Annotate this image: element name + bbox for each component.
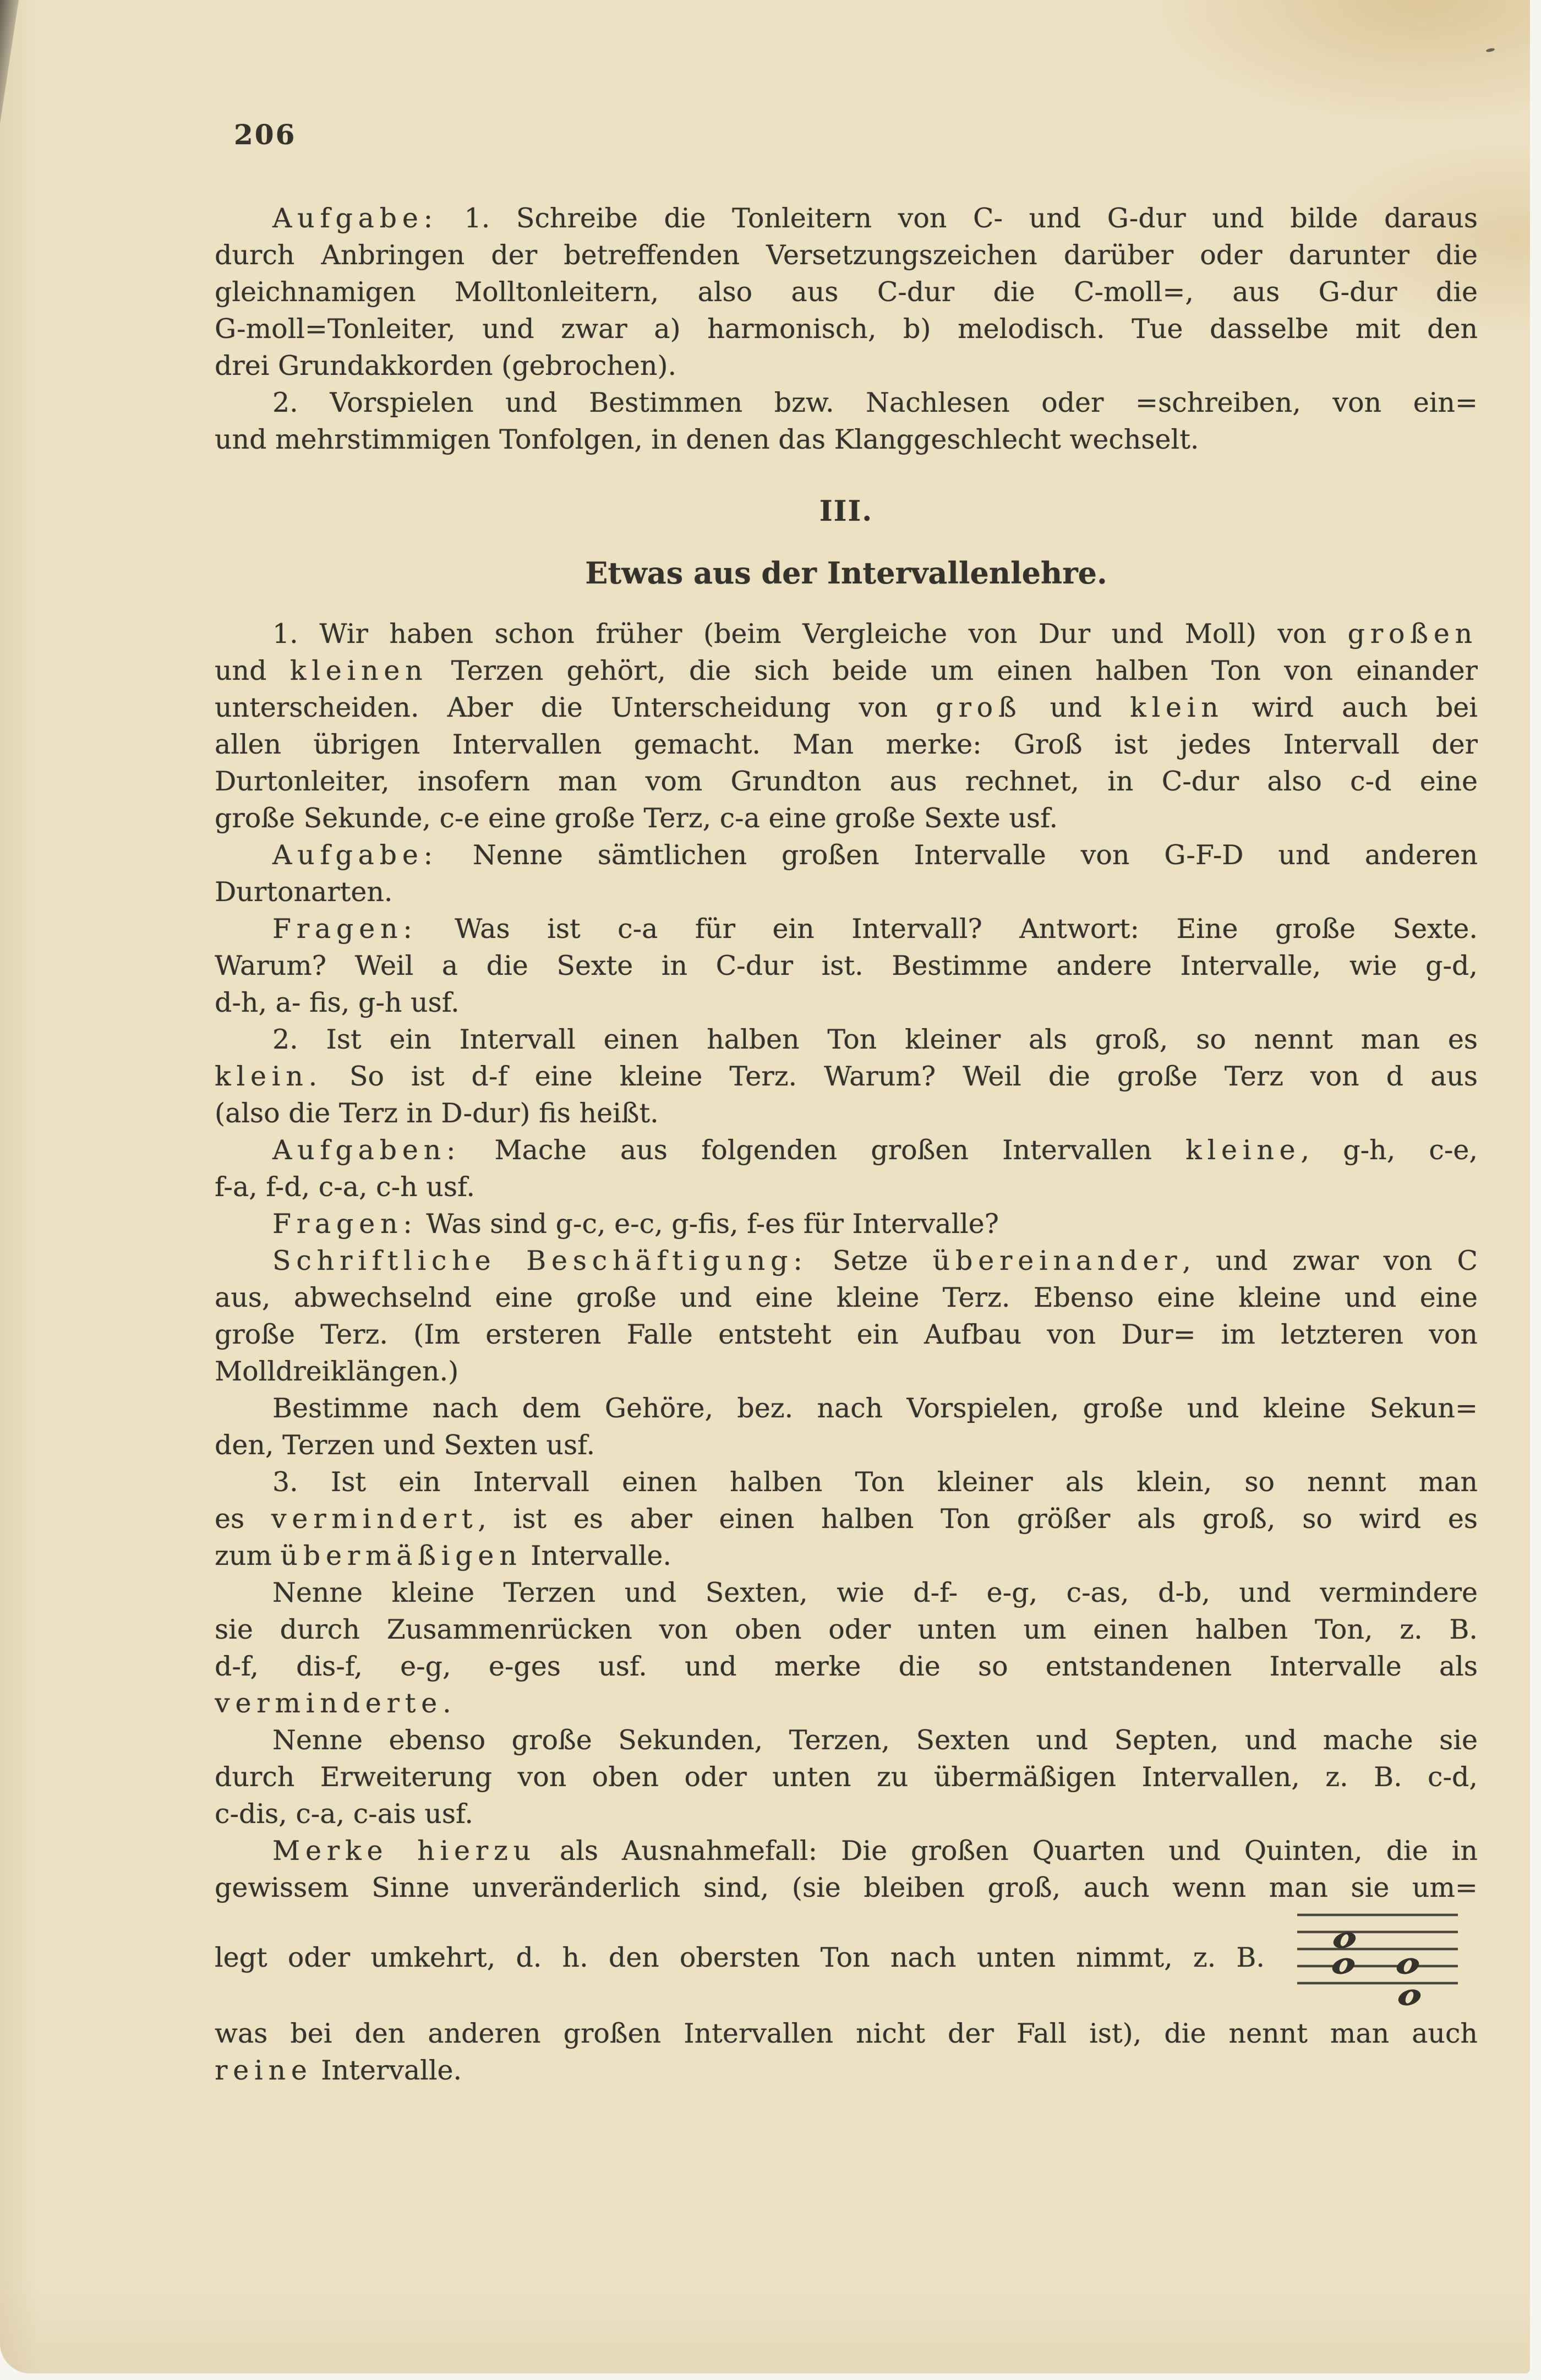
text-segment: durch Anbringen der betreffenden Versetzungszeichen darüber oder darunter die — [215, 239, 1478, 271]
text-flow-intro — [215, 200, 1478, 458]
emphasized-text: Fragen: — [272, 1208, 418, 1240]
text-line — [215, 1427, 1478, 1464]
text-paragraph — [215, 837, 1478, 910]
text-paragraph — [215, 1021, 1478, 1132]
text-paragraph — [215, 1722, 1478, 1832]
text-line — [215, 200, 1478, 237]
text-paragraph — [215, 2015, 1478, 2089]
emphasized-text: vermindert — [271, 1503, 478, 1535]
text-paragraph — [215, 1464, 1478, 1574]
text-paragraph — [215, 1574, 1478, 1722]
text-segment: den, Terzen und Sexten usf. — [215, 1429, 595, 1461]
text-segment: , g-h, c-e, — [1300, 1134, 1478, 1166]
text-line — [215, 274, 1478, 310]
whole-note-icon — [1330, 1955, 1357, 1977]
text-line — [215, 1795, 1478, 1832]
ink-speck — [1486, 47, 1495, 52]
emphasized-text: klein. — [215, 1061, 323, 1092]
text-line — [215, 1205, 1478, 1242]
text-flow-main — [215, 615, 1478, 1906]
emphasized-text: Aufgaben: — [272, 1134, 461, 1166]
text-line — [215, 1869, 1478, 1906]
text-segment: durch Erweiterung von oben oder unten zu übermäßigen Intervallen, z. B. c-d, — [215, 1761, 1478, 1793]
text-segment: , und zwar von C — [1182, 1245, 1478, 1276]
text-segment: , ist es aber einen halben Ton größer als groß, so wird es — [478, 1503, 1478, 1535]
text-line — [215, 1611, 1478, 1648]
text-segment: Was sind g-c, e-c, g-fis, f-es für Intervalle? — [417, 1208, 999, 1240]
text-segment: Bestimme nach dem Gehöre, bez. nach Vorspielen, große und kleine Sekun= — [272, 1393, 1478, 1424]
text-line — [215, 1316, 1478, 1353]
text-segment: d-f, dis-f, e-g, e-ges usf. und merke die so entstandenen Intervalle als — [215, 1651, 1478, 1682]
text-line — [215, 2015, 1478, 2052]
text-line — [215, 1169, 1478, 1205]
text-line — [215, 1464, 1478, 1500]
text-segment: als Ausnahmefall: Die großen Quarten und Quinten, die in — [535, 1835, 1478, 1866]
text-segment: Nenne sämtlichen großen Intervalle von G-F-D und anderen — [438, 839, 1478, 871]
text-segment: Was ist c-a für ein Intervall? Antwort: Eine große Sexte. — [417, 913, 1478, 945]
text-segment: gleichnamigen Molltonleitern, also aus C-dur die C-moll=, aus G-dur die — [215, 276, 1478, 308]
text-segment: Intervalle. — [312, 2055, 462, 2086]
emphasized-text: Aufgabe: — [272, 203, 438, 234]
text-segment: was bei den anderen großen Intervallen nicht der Fall ist), die nennt man auch — [215, 2018, 1478, 2049]
text-segment: So ist d-f eine kleine Terz. Warum? Weil die große Terz von d aus — [322, 1061, 1478, 1092]
text-line — [215, 1500, 1478, 1537]
text-line — [215, 910, 1478, 947]
text-line — [215, 1648, 1478, 1685]
section-numeral: III. — [819, 495, 873, 528]
text-segment: Warum? Weil a die Sexte in C-dur ist. Bestimme andere Intervalle, wie g-d, — [215, 950, 1478, 981]
text-segment: (also die Terz in D-dur) fis heißt. — [215, 1098, 659, 1129]
text-segment: G-moll=Tonleiter, und zwar a) harmonisch, b) melodisch. Tue dasselbe mit den — [215, 313, 1478, 345]
text-segment: wird auch bei — [1223, 692, 1478, 723]
text-segment: unterscheiden. Aber die Unterscheidung von — [215, 692, 936, 723]
text-line — [215, 1759, 1478, 1795]
emphasized-text: Aufgabe: — [272, 839, 438, 871]
text-segment: gewissem Sinne unveränderlich sind, (sie bleiben groß, auch wenn man sie um= — [215, 1872, 1478, 1903]
text-segment: Nenne kleine Terzen und Sexten, wie d-f- e-g, c-as, d-b, und vermindere — [272, 1577, 1478, 1608]
text-segment: Terzen gehört, die sich beide um einen halben Ton von einander — [428, 655, 1478, 686]
emphasized-text: reine — [215, 2055, 313, 2086]
text-paragraph — [215, 615, 1478, 837]
text-line — [215, 800, 1478, 837]
emphasized-text: verminderte — [215, 1688, 443, 1719]
text-line — [215, 726, 1478, 763]
text-segment: große Terz. (Im ersteren Falle entsteht ein Aufbau von Dur= im letzteren von — [215, 1319, 1478, 1350]
text-flow-tail — [215, 2015, 1478, 2089]
text-segment: und mehrstimmigen Tonfolgen, in denen das Klanggeschlecht wechselt. — [215, 424, 1199, 455]
emphasized-text: übereinander — [932, 1245, 1183, 1276]
emphasized-text: kleine — [1185, 1134, 1301, 1166]
text-segment: Durtonarten. — [215, 876, 393, 908]
emphasized-text: übermäßigen — [280, 1540, 522, 1571]
text-paragraph — [215, 910, 1478, 1021]
text-segment: sie durch Zusammenrücken von oben oder unten um einen halben Ton, z. B. — [215, 1614, 1478, 1645]
text-segment: zum — [215, 1540, 281, 1571]
text-line — [215, 874, 1478, 910]
text-segment: . — [442, 1688, 451, 1719]
text-segment: aus, abwechselnd eine große und eine kleine Terz. Ebenso eine kleine und eine — [215, 1282, 1478, 1313]
text-line — [215, 1390, 1478, 1427]
text-line — [215, 1279, 1478, 1316]
text-segment: und — [1021, 692, 1130, 723]
page-corner-shadow — [0, 0, 19, 124]
text-line — [215, 347, 1478, 384]
text-segment: c-dis, c-a, c-ais usf. — [215, 1798, 473, 1830]
text-line — [215, 237, 1478, 274]
text-line — [215, 421, 1478, 458]
text-line — [215, 689, 1478, 726]
text-segment: und — [215, 655, 290, 686]
text-line — [215, 947, 1478, 984]
text-paragraph — [215, 384, 1478, 458]
text-paragraph — [215, 1832, 1478, 1906]
figure-row — [215, 1907, 1478, 2007]
page-number: 206 — [234, 118, 297, 151]
text-line — [215, 1132, 1478, 1169]
text-paragraph — [215, 1132, 1478, 1205]
text-segment: Intervalle. — [522, 1540, 671, 1571]
text-line — [215, 2052, 1478, 2089]
text-line — [215, 1095, 1478, 1132]
text-line — [215, 1021, 1478, 1058]
text-segment: Nenne ebenso große Sekunden, Terzen, Sexten und Septen, und mache sie — [272, 1724, 1478, 1756]
text-line — [215, 615, 1478, 652]
text-segment: 1. Schreibe die Tonleitern von C- und G-dur und bilde daraus — [438, 203, 1478, 234]
text-line — [215, 652, 1478, 689]
text-segment: 2. Ist ein Intervall einen halben Ton kleiner als groß, so nennt man es — [272, 1024, 1478, 1055]
emphasized-text: Fragen: — [272, 913, 418, 945]
text-paragraph — [215, 1242, 1478, 1390]
text-segment: 1. Wir haben schon früher (beim Vergleiche von Dur und Moll) von — [272, 618, 1348, 649]
emphasized-text: großen — [1347, 618, 1478, 649]
emphasized-text: Schriftliche Beschäftigung: — [272, 1245, 808, 1276]
text-segment: f-a, f-d, c-a, c-h usf. — [215, 1171, 475, 1203]
whole-note-icon — [1396, 1986, 1423, 2006]
text-segment: 3. Ist ein Intervall einen halben Ton kleiner als klein, so nennt man — [272, 1466, 1478, 1498]
text-line — [215, 384, 1478, 421]
emphasized-text: klein — [1130, 692, 1224, 723]
text-segment: d-h, a- fis, g-h usf. — [215, 987, 460, 1018]
text-segment: Molldreiklängen.) — [215, 1356, 459, 1387]
text-line — [215, 1242, 1478, 1279]
emphasized-text: groß — [936, 692, 1022, 723]
text-paragraph — [215, 1205, 1478, 1242]
text-line — [215, 1574, 1478, 1611]
text-segment: es — [215, 1503, 271, 1535]
text-segment: Mache aus folgenden großen Intervallen — [461, 1134, 1186, 1166]
text-line — [215, 1832, 1478, 1869]
emphasized-text: kleinen — [289, 655, 428, 686]
music-staff-figure — [1295, 1909, 1460, 2006]
text-line — [215, 1685, 1478, 1722]
text-line — [215, 984, 1478, 1021]
text-line — [215, 1537, 1478, 1574]
text-segment: Setze — [807, 1245, 933, 1276]
text-line — [215, 1722, 1478, 1759]
text-segment: Durtonleiter, insofern man vom Grundton aus rechnet, in C-dur also c-d eine — [215, 766, 1478, 797]
text-segment: legt oder umkehrt, d. h. den obersten Ton nach unten nimmt, z. B. — [215, 1941, 1265, 1973]
text-segment: große Sekunde, c-e eine große Terz, c-a eine große Sexte usf. — [215, 803, 1058, 834]
text-segment: allen übrigen Intervallen gemacht. Man merke: Groß ist jedes Intervall der — [215, 729, 1478, 760]
text-segment: drei Grundakkorden (gebrochen). — [215, 350, 677, 381]
page-content — [215, 118, 1478, 2089]
section-title: Etwas aus der Intervallenlehre. — [585, 555, 1107, 591]
figure-line-text — [215, 1939, 1295, 1976]
text-line — [215, 1058, 1478, 1095]
text-line — [215, 310, 1478, 347]
text-segment: 2. Vorspielen und Bestimmen bzw. Nachlesen oder =schreiben, von ein= — [272, 387, 1478, 418]
whole-note-icon — [1395, 1955, 1422, 1977]
text-line — [215, 763, 1478, 800]
text-line — [215, 1353, 1478, 1390]
text-paragraph — [215, 1390, 1478, 1464]
text-paragraph — [215, 200, 1478, 384]
text-line — [215, 837, 1478, 874]
emphasized-text: Merke hierzu — [272, 1835, 536, 1866]
